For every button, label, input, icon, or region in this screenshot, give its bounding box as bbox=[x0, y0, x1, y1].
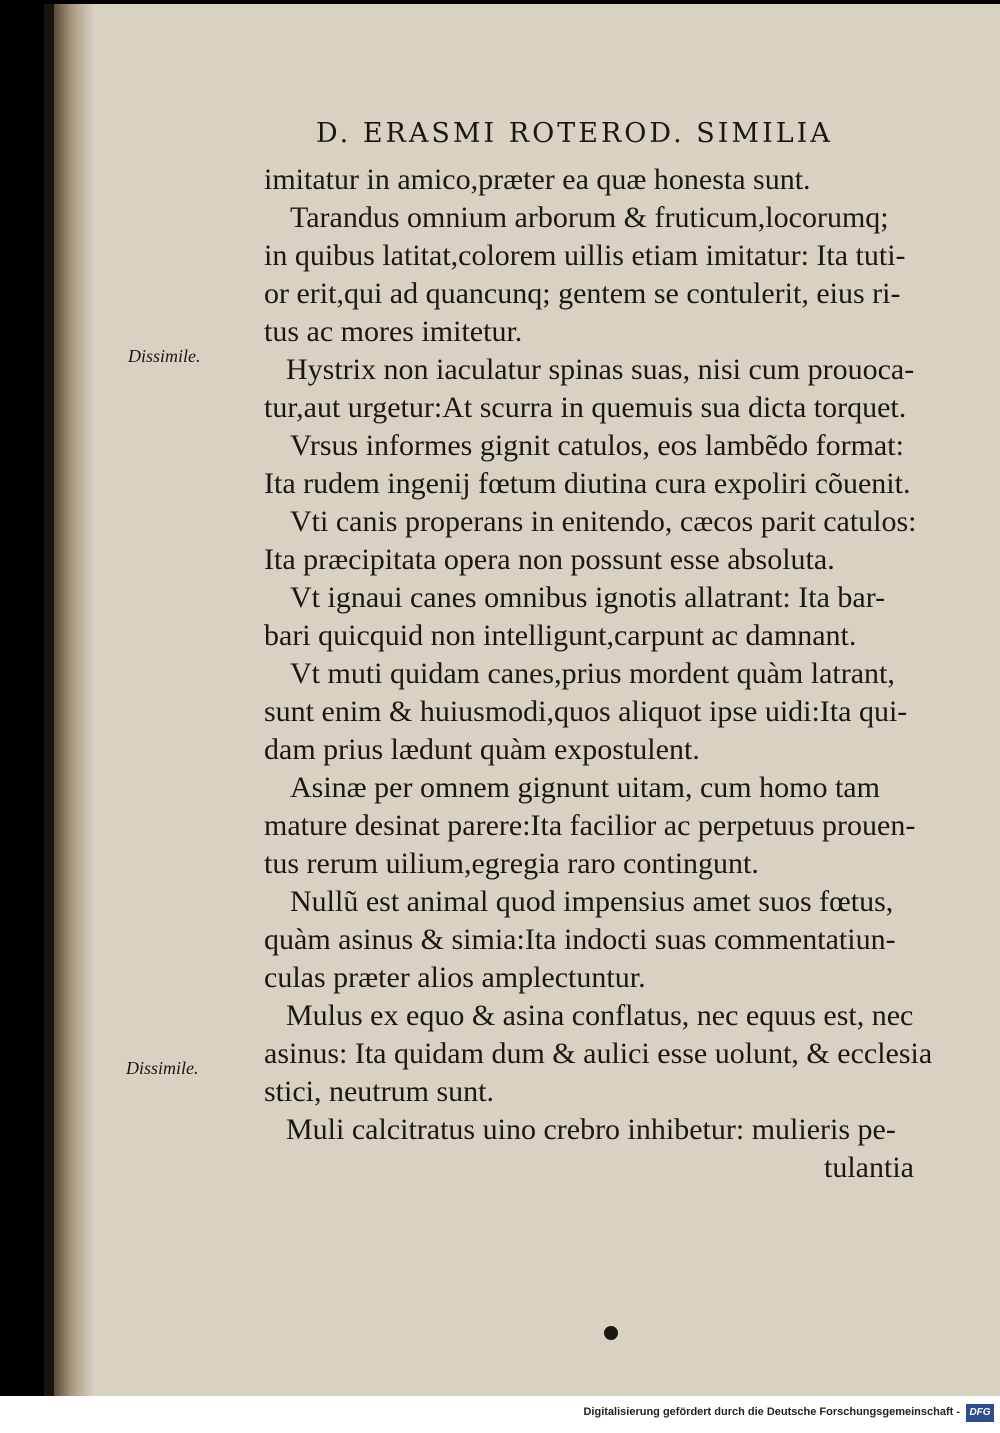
text-line: culas præter alios amplectuntur. bbox=[264, 961, 646, 994]
text-line: sunt enim & huiusmodi,quos aliquot ipse uidi:Ita qui- bbox=[264, 695, 908, 728]
text-line: Ita rudem ingenij fœtum diutina cura expoliri cõuenit. bbox=[264, 467, 911, 500]
gutter-shadow bbox=[54, 4, 94, 1396]
dfg-logo: DFG bbox=[966, 1404, 994, 1422]
text-block bbox=[264, 0, 984, 1400]
text-line: Muli calcitratus uino crebro inhibetur: mulieris pe- bbox=[286, 1113, 896, 1146]
footer-bar bbox=[0, 1396, 1000, 1433]
catchword: tulantia bbox=[824, 1151, 914, 1184]
margin-note: Dissimile. bbox=[128, 346, 201, 366]
text-line: stici, neutrum sunt. bbox=[264, 1075, 494, 1108]
text-line: tus ac mores imitetur. bbox=[264, 315, 523, 348]
text-line: quàm asinus & simia:Ita indocti suas commentatiun- bbox=[264, 923, 896, 956]
margin-note: Dissimile. bbox=[126, 1058, 199, 1078]
text-line: mature desinat parere:Ita facilior ac perpetuus prouen- bbox=[264, 809, 916, 842]
footer-credit: Digitalisierung gefördert durch die Deutsche Forschungsgemeinschaft - bbox=[583, 1406, 960, 1418]
text-line: Vti canis properans in enitendo, cæcos parit catulos: bbox=[290, 505, 917, 538]
text-line: Hystrix non iaculatur spinas suas, nisi cum prouoca- bbox=[286, 353, 915, 386]
text-line: dam prius lædunt quàm expostulent. bbox=[264, 733, 700, 766]
page-ornament-dot bbox=[604, 1326, 618, 1340]
text-line: Mulus ex equo & asina conflatus, nec equus est, nec bbox=[286, 999, 914, 1032]
text-line: in quibus latitat,colorem uillis etiam imitatur: Ita tuti- bbox=[264, 239, 906, 272]
text-line: tur,aut urgetur:At scurra in quemuis sua dicta torquet. bbox=[264, 391, 907, 424]
text-line: Tarandus omnium arborum & fruticum,locorumq; bbox=[290, 201, 889, 234]
text-line: tus rerum uilium,egregia raro contingunt. bbox=[264, 847, 759, 880]
text-line: Ita præcipitata opera non possunt esse absoluta. bbox=[264, 543, 835, 576]
text-line: Vt ignaui canes omnibus ignotis allatrant: Ita bar- bbox=[290, 581, 886, 614]
text-line: bari quicquid non intelligunt,carpunt ac damnant. bbox=[264, 619, 857, 652]
running-head: D. ERASMI ROTEROD. SIMILIA bbox=[316, 118, 833, 149]
text-line: imitatur in amico,præter ea quæ honesta sunt. bbox=[264, 163, 811, 196]
text-line: Vt muti quidam canes,prius mordent quàm latrant, bbox=[290, 657, 895, 690]
text-line: Asinæ per omnem gignunt uitam, cum homo tam bbox=[290, 771, 880, 804]
text-line: or erit,qui ad quancunq; gentem se contulerit, eius ri- bbox=[264, 277, 901, 310]
text-line: asinus: Ita quidam dum & aulici esse uolunt, & ecclesia bbox=[264, 1037, 933, 1070]
text-line: Nullũ est animal quod impensius amet suos fœtus, bbox=[290, 885, 894, 918]
text-line: Vrsus informes gignit catulos, eos lambẽdo format: bbox=[290, 429, 904, 462]
